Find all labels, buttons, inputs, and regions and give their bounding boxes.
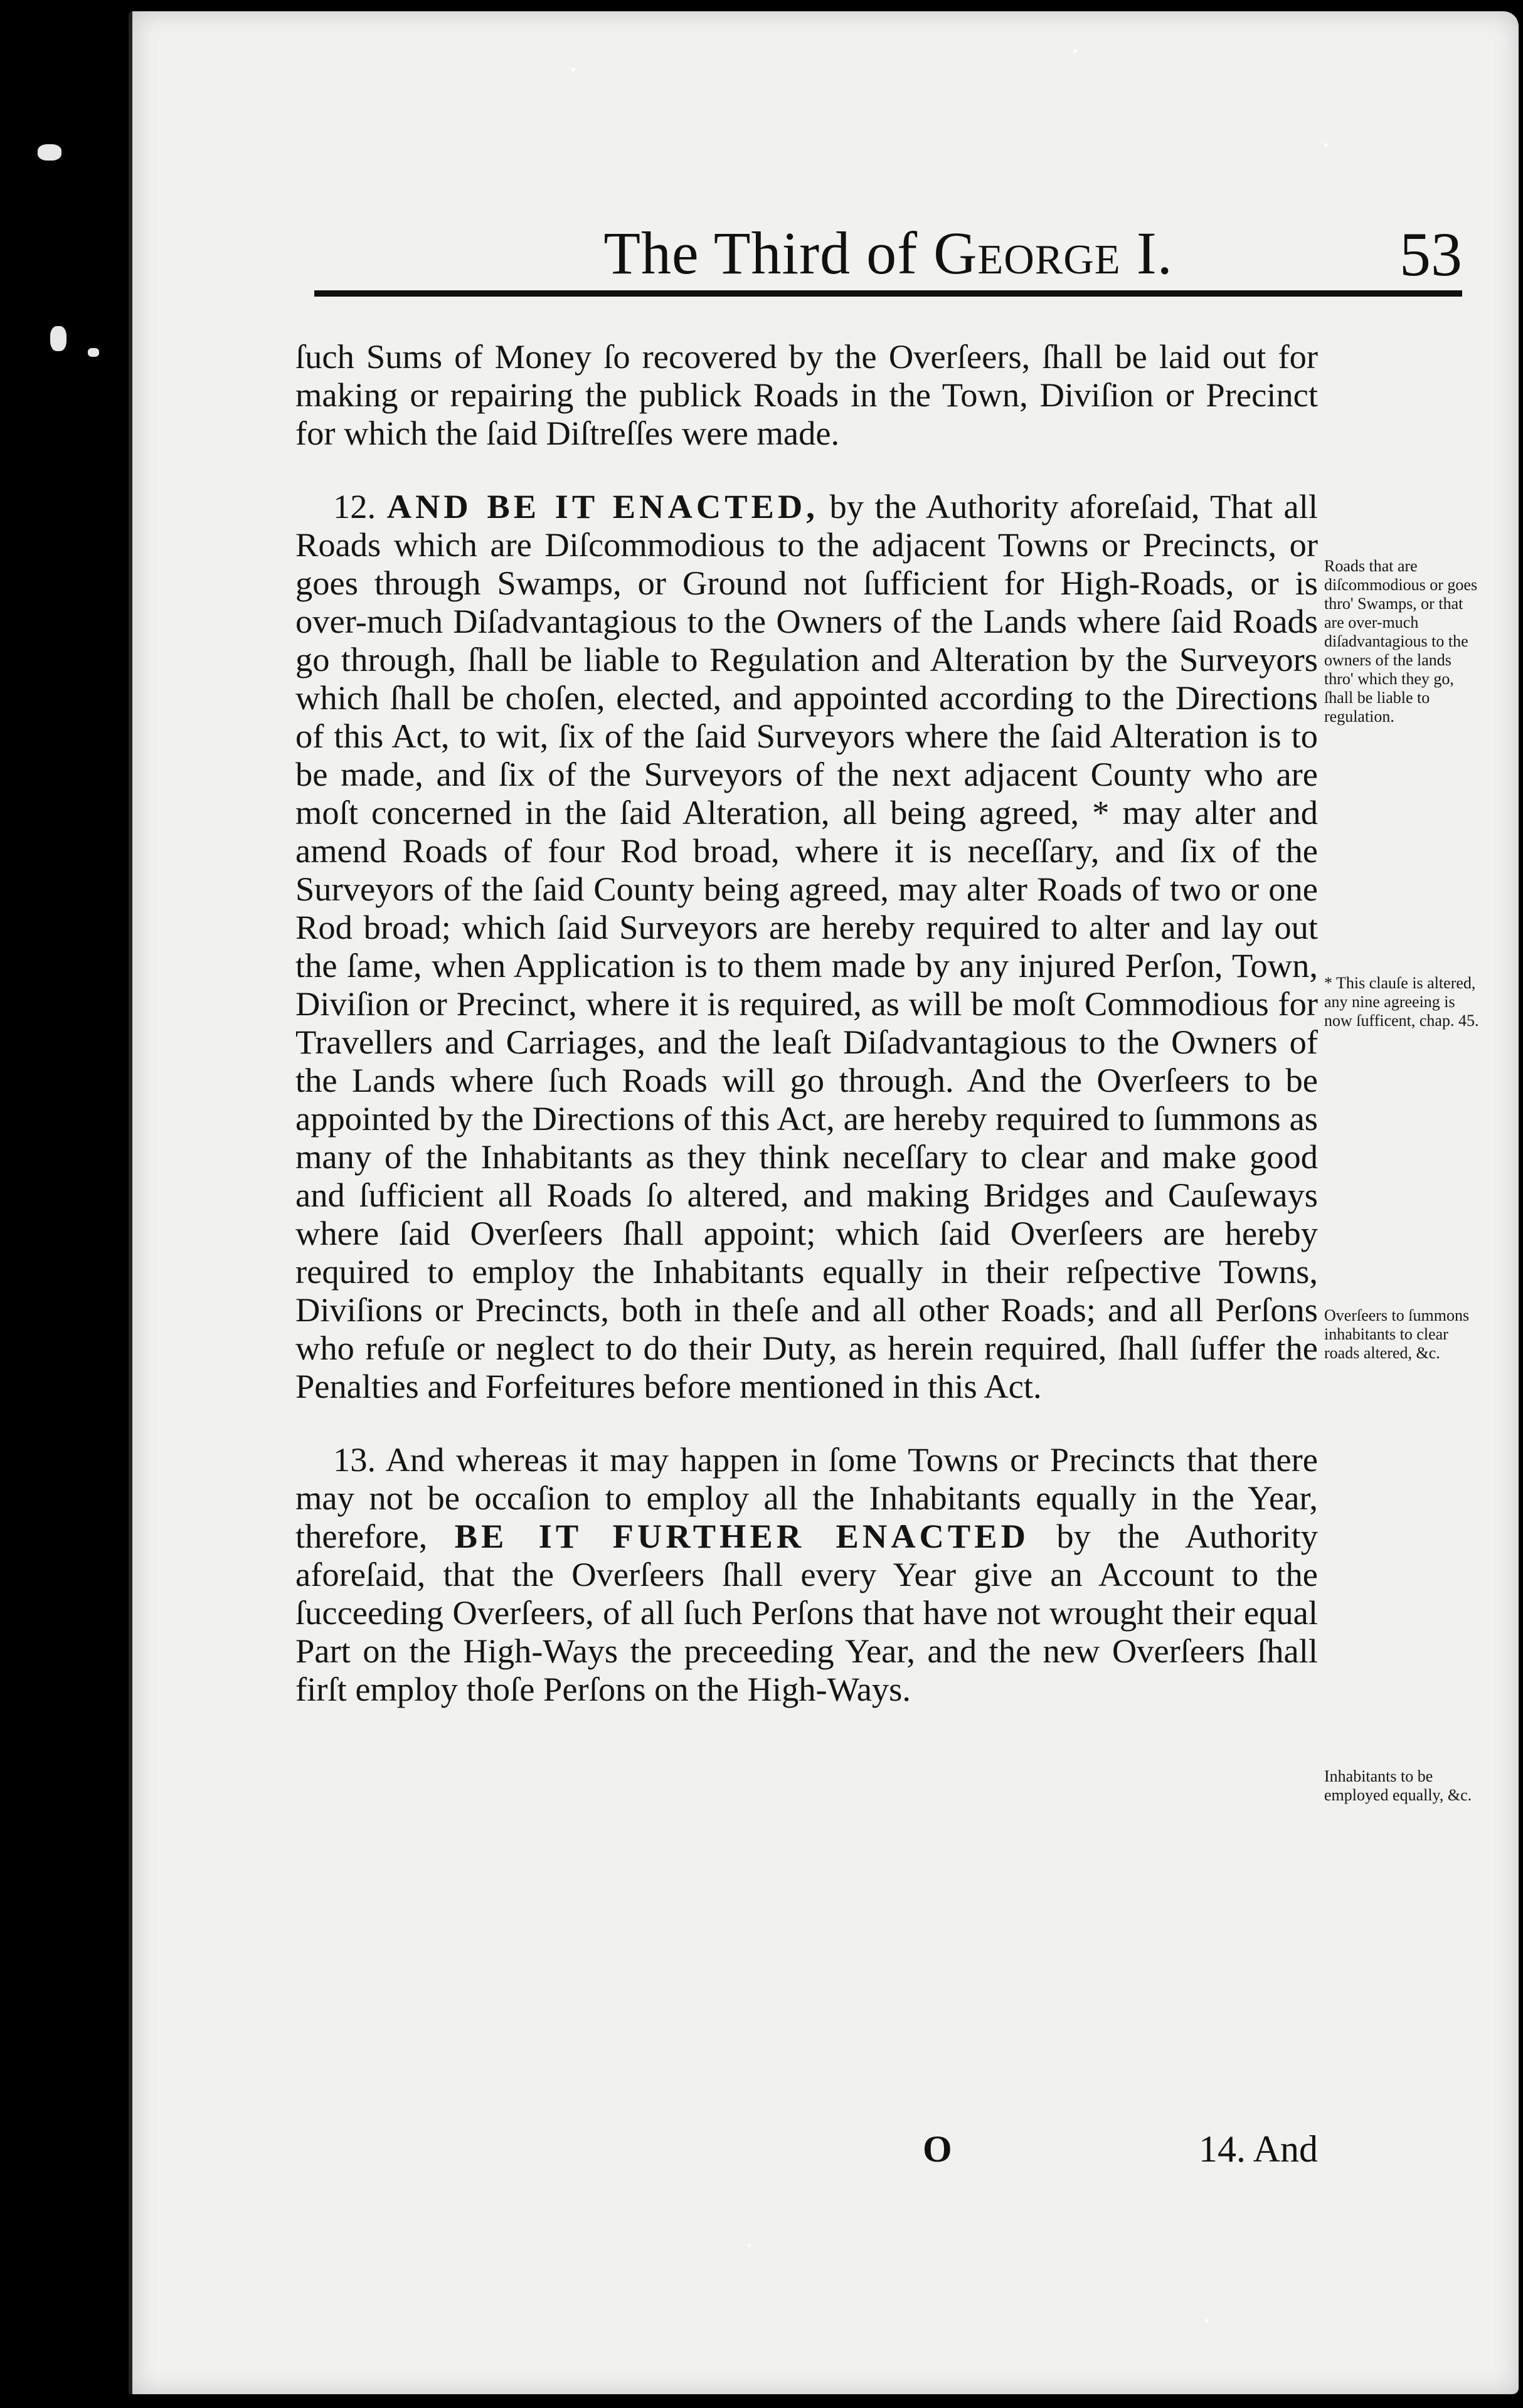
body-text: [295, 337, 1318, 1708]
margin-note-roads: Roads that are diſcommodious or goes thro' Swamps, or that are over-much diſadvantagious to the owners of the lands thro' which they go, ſhall be liable to regulation.: [1324, 557, 1478, 726]
scan-border-left: [0, 0, 129, 2408]
section-12: [295, 487, 1318, 1405]
margin-note-overseers: Overſeers to ſummons inhabitants to clear roads altered, &c.: [1324, 1306, 1470, 1362]
section-number: 13.: [333, 1440, 376, 1479]
page-footer: [295, 2128, 1318, 2178]
enacting-clause: AND BE IT ENACTED,: [386, 487, 819, 525]
section-number: 12.: [333, 487, 376, 525]
running-header: [314, 212, 1462, 293]
margin-note-inhabitants: Inhabitants to be employed equally, &c.: [1324, 1767, 1472, 1804]
page-number: 53: [1399, 219, 1462, 289]
scan-artifact: [50, 326, 66, 351]
document-page: [129, 11, 1519, 2394]
enacting-clause: BE IT FURTHER ENACTED: [454, 1517, 1029, 1555]
scan-artifact: [38, 144, 61, 161]
paragraph-continued: [295, 337, 1318, 452]
section-13: [295, 1440, 1318, 1708]
section-text-after: by the Authority aforeſaid, that the Overſeers ſhall every Year give an Account to the ſucceeding Overſeers, of all ſuch Perſons that have not wrought their equal Part on the High-Ways the preceeding Year, and the new Overſeers ſhall firſt employ thoſe Perſons on the High-Ways.: [295, 1517, 1318, 1708]
section-text: by the Authority aforeſaid, That all Roads which are Diſcommodious to the adjacent Towns or Precincts, or goes through Swamps, or Ground not ſufficient for High-Roads, or is over-much Diſadvantagious to the Owners of the Lands where ſaid Roads go through, ſhall be liable to Regulation and Alteration by the Surveyors which ſhall be choſen, elected, and appointed according to the Directions of this Act, to wit, ſix of the ſaid Surveyors where the ſaid Alteration is to be made, and ſix of the Surveyors of the next adjacent County who are moſt concerned in the ſaid Alteration, all being agreed, * may alter and amend Roads of four Rod broad, where it is neceſſary, and ſix of the Surveyors of the ſaid County being agreed, may alter Roads of two or one Rod broad; which ſaid Surveyors are hereby required to alter and lay out the ſame, when Application is to them made by any injured Perſon, Town, Diviſion or Precinct, where it is required, as will be moſt Commodious for Travellers and Carriages, and the leaſt Diſadvantagious to the Owners of the Lands where ſuch Roads will go through. And the Overſeers to be appointed by the Directions of this Act, are hereby required to ſummons as many of the Inhabitants as they think neceſſary to clear and make good and ſufficient all Roads ſo altered, and making Bridges and Cauſeways where ſaid Overſeers ſhall appoint; which ſaid Overſeers are hereby required to employ the Inhabitants equally in their reſpective Towns, Diviſions or Precincts, both in theſe and all other Roads; and all Perſons who refuſe or neglect to do their Duty, as herein required, ſhall ſuffer the Penalties and Forfeitures before mentioned in this Act.: [295, 487, 1319, 1405]
catchword: 14. And: [1198, 2128, 1318, 2170]
title-prefix: The Third of: [603, 219, 918, 287]
signature-mark: O: [923, 2128, 952, 2170]
title-name: George: [933, 219, 1121, 287]
paragraph-text: ſuch Sums of Money ſo recovered by the Overſeers, ſhall be laid out for making or repairing the publick Roads in the Town, Diviſion or Precinct for which the ſaid Diſtreſſes were made.: [295, 337, 1318, 452]
margin-note-clause: * This clauſe is altered, any nine agreeing is now ſufficent, chap. 45.: [1324, 974, 1479, 1030]
running-title: [314, 218, 1462, 288]
scan-artifact: [88, 348, 99, 357]
header-rule: [314, 290, 1462, 297]
section-text-before: And whereas it may happen in ſome Towns or Precincts that there may not be occaſion to employ all the Inhabitants equally in the Year, therefore,: [295, 1440, 1319, 1555]
title-suffix: I.: [1136, 219, 1173, 287]
